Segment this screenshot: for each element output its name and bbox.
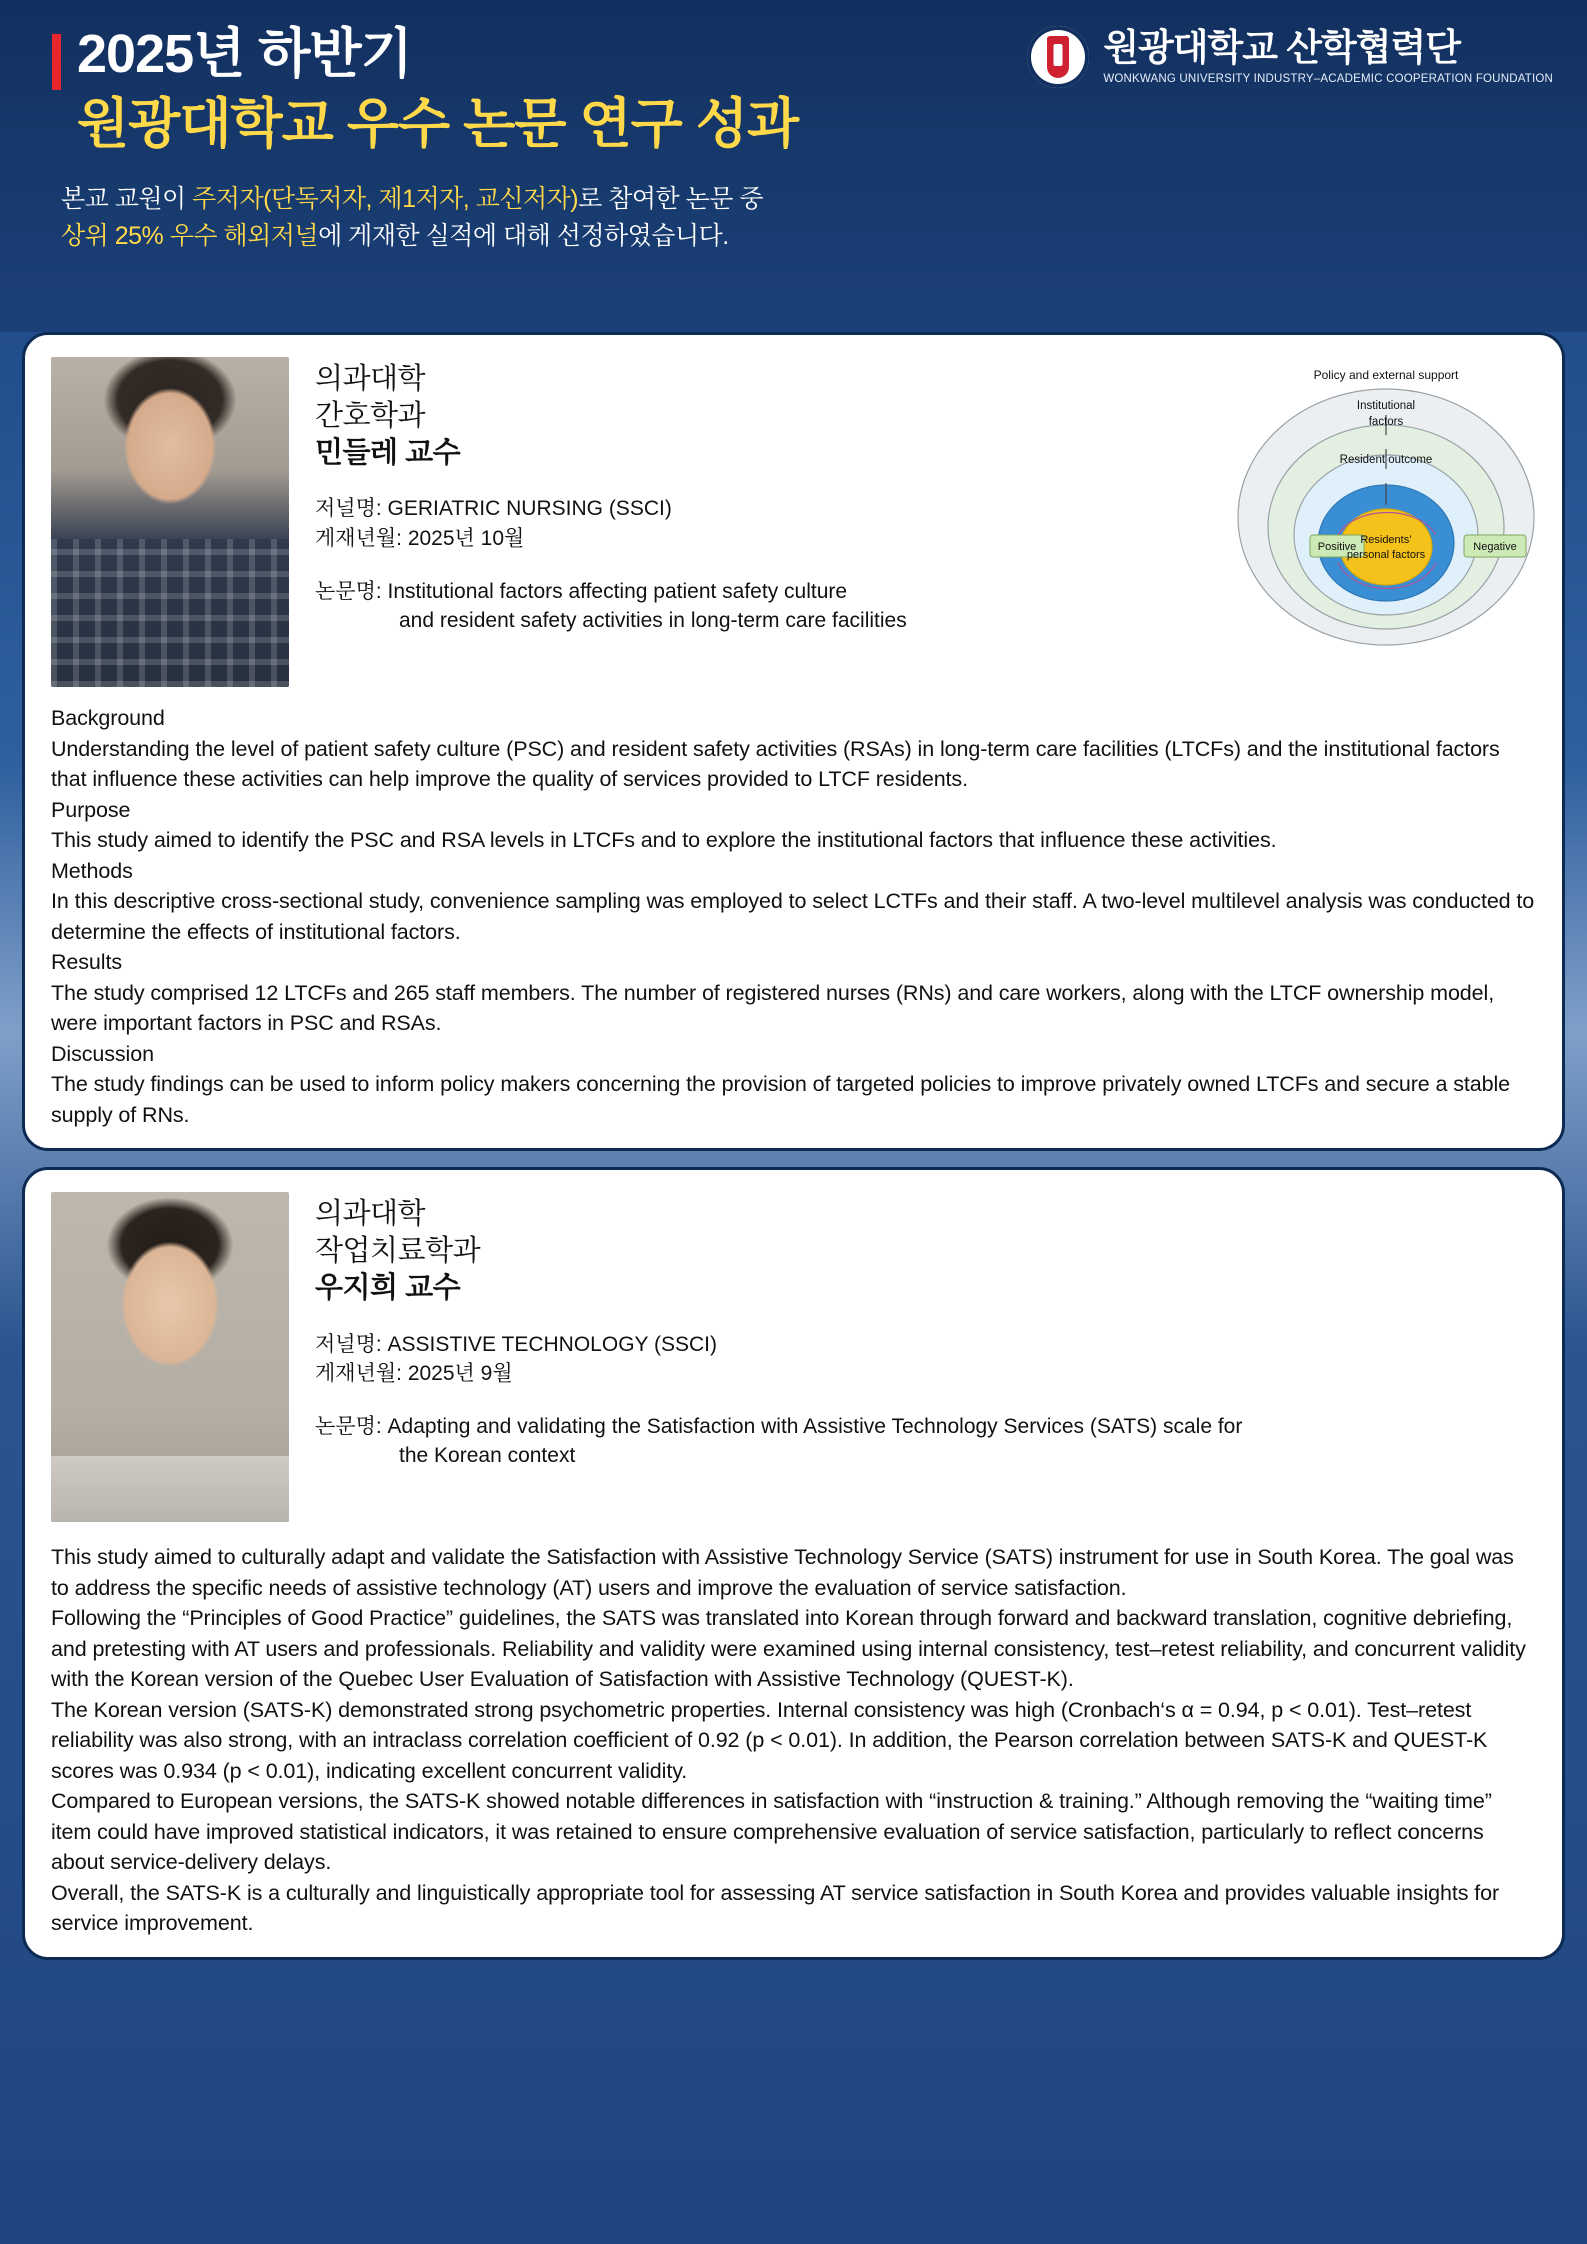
paper-title-line1: 논문명: Adapting and validating the Satisfaction with Assistive Technology Services (SATS) scale for — [315, 1415, 1243, 1439]
journal-name: 저널명: GERIATRIC NURSING (SSCI) — [315, 497, 672, 521]
figure-label-ring3: Resident outcome — [1339, 454, 1433, 466]
card-2-abstract — [51, 1542, 1536, 1939]
header-title-line1: 2025년 하반기 — [77, 24, 412, 84]
figure-tag-positive: Positive — [1317, 541, 1357, 553]
card-1-meta — [289, 357, 1226, 636]
subtitle-highlight-1: 주저자(단독저자, 제1저자, 교신저자) — [192, 184, 579, 213]
card-2-meta — [289, 1192, 1536, 1471]
card-2-paper-title — [315, 1413, 1536, 1471]
figure-core-line1: Residents’ — [1360, 534, 1412, 546]
figure-label-ring2-line1: Institutional — [1356, 400, 1416, 412]
university-emblem-icon — [1027, 26, 1089, 88]
college-name: 의과대학 — [315, 363, 426, 395]
section-text: In this descriptive cross-sectional study, convenience sampling was employed to select LCTFs and their staff. A two-level multilevel analysis was conducted to determine the effects of institutional factors. — [51, 889, 1535, 944]
section-heading: Purpose — [51, 797, 131, 822]
section-heading: Discussion — [51, 1041, 154, 1066]
figure-core-line2: personal factors — [1346, 549, 1426, 561]
paper-title-line2: the Korean context — [399, 1444, 576, 1468]
subtitle-part2: 로 참여한 논문 중 — [578, 184, 763, 213]
department-name: 간호학과 — [315, 400, 426, 433]
logo-text-english: WONKWANG UNIVERSITY INDUSTRY–ACADEMIC COOPERATION FOUNDATION — [1103, 72, 1553, 85]
card-1-abstract — [51, 703, 1536, 1130]
subtitle-part3: 에 게재한 실적에 대해 선정하였습니다. — [318, 222, 729, 251]
section-heading: Methods — [51, 858, 133, 883]
section-text: The study findings can be used to inform policy makers concerning the provision of targeted policies to improve privately owned LTCFs and secure a stable supply of RNs. — [51, 1072, 1511, 1127]
header-title-line2: 원광대학교 우수 논문 연구 성과 — [77, 93, 799, 154]
research-figure-1 — [1236, 357, 1536, 667]
header-subtitle — [61, 181, 1547, 256]
card-1-header — [51, 357, 1536, 687]
professor-name: 민들레 교수 — [315, 437, 461, 470]
subtitle-part1: 본교 교원이 — [61, 184, 193, 213]
department-name: 작업치료학과 — [315, 1235, 481, 1268]
publication-date: 게재년월: 2025년 9월 — [315, 1362, 513, 1386]
poster-header — [0, 0, 1587, 332]
paper-card-1 — [22, 332, 1565, 1151]
publication-date: 게재년월: 2025년 10월 — [315, 527, 525, 551]
journal-name: 저널명: ASSISTIVE TECHNOLOGY (SSCI) — [315, 1332, 717, 1356]
college-name: 의과대학 — [315, 1198, 426, 1231]
logo-text-korean: 원광대학교 산학협력단 — [1103, 27, 1461, 69]
paper-card-2 — [22, 1167, 1565, 1960]
card-2-journal-info — [315, 1330, 1536, 1390]
section-text: Understanding the level of patient safety culture (PSC) and resident safety activities (RSAs) in long-term care facilities (LTCFs) and the institutional factors that influence these activities can help improve the quality of services provided to LTCF residents. — [51, 736, 1500, 792]
organization-logo — [1027, 26, 1553, 88]
card-1-paper-title — [315, 578, 1226, 636]
card-2-header — [51, 1192, 1536, 1522]
accent-bar — [52, 34, 61, 90]
subtitle-highlight-2: 상위 25% 우수 해외저널 — [61, 222, 319, 251]
paper-title-line1: 논문명: Institutional factors affecting patient safety culture — [315, 579, 848, 603]
abstract-paragraph: Following the “Principles of Good Practice” guidelines, the SATS was translated into Korean through forward and backward translation, cognitive debriefing, and pretesting with AT users and professionals. Reliability and validity were examined using internal consistency, test–retest reliability, and concurrent validity with the Korean version of the Quebec User Evaluation of Satisfaction with Assistive Technology (QUEST-K). — [51, 1606, 1526, 1692]
abstract-paragraph: This study aimed to culturally adapt and validate the Satisfaction with Assistive Technology Service (SATS) instrument for use in South Korea. The goal was to address the specific needs of assistive technology (AT) users and improve the evaluation of service satisfaction. — [51, 1545, 1514, 1600]
professor-name: 우지희 교수 — [315, 1272, 461, 1305]
concentric-model-diagram — [1236, 357, 1536, 667]
abstract-paragraph: The Korean version (SATS-K) demonstrated strong psychometric properties. Internal consistency was high (Cronbach‘s α = 0.94, p < 0.01). Test–retest reliability was also strong, with an intraclass correlation coefficient of 0.92 (p < 0.01). In addition, the Pearson correlation between SATS-K and QUEST-K scores was 0.934 (p < 0.01), indicating excellent concurrent validity. — [51, 1697, 1488, 1783]
abstract-paragraph: Compared to European versions, the SATS-K showed notable differences in satisfaction with “instruction & training.” Although removing the “waiting time” item could have improved statistical indicators, it was retained to ensure comprehensive evaluation of service satisfaction, particularly to reflect concerns about service-delivery delays. — [51, 1789, 1492, 1875]
section-text: The study comprised 12 LTCFs and 265 staff members. The number of registered nurses (RNs) and care workers, along with the LTCF ownership model, were important factors in PSC and RSAs. — [51, 980, 1495, 1036]
figure-tag-negative: Negative — [1473, 541, 1517, 553]
card-1-journal-info — [315, 494, 1226, 554]
section-text: This study aimed to identify the PSC and RSA levels in LTCFs and to explore the institutional factors that influence these activities. — [51, 828, 1277, 853]
section-heading: Results — [51, 950, 122, 975]
professor-photo-1 — [51, 357, 289, 687]
section-heading: Background — [51, 706, 165, 730]
figure-label-outer: Policy and external support — [1313, 368, 1459, 382]
figure-label-ring2-line2: factors — [1368, 416, 1404, 428]
professor-photo-2 — [51, 1192, 289, 1522]
paper-title-line2: and resident safety activities in long-term care facilities — [399, 608, 907, 632]
logo-text-block — [1103, 29, 1553, 85]
abstract-paragraph: Overall, the SATS-K is a culturally and linguistically appropriate tool for assessing AT service satisfaction in South Korea and provides valuable insights for service improvement. — [51, 1880, 1500, 1936]
